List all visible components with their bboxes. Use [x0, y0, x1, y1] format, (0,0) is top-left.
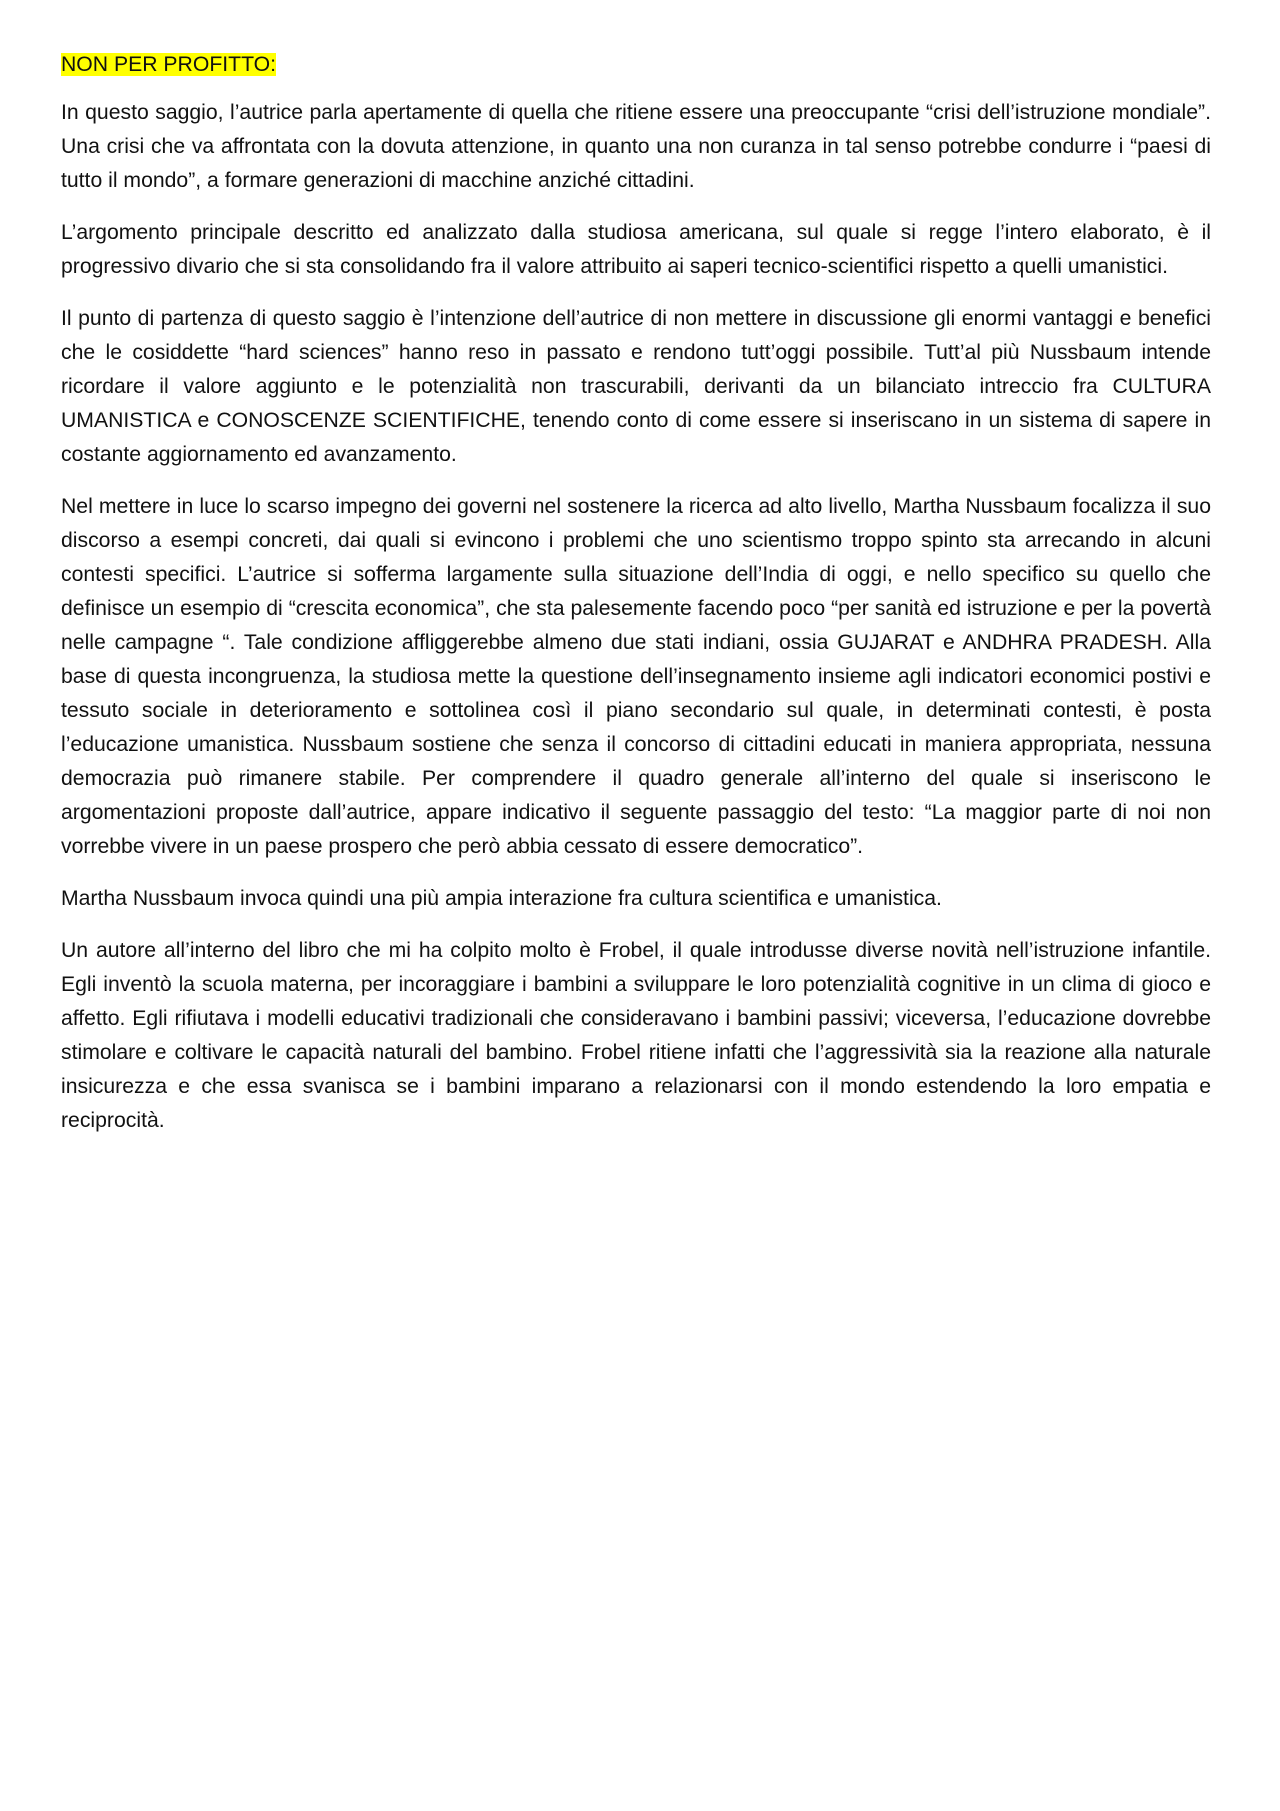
paragraph-4: Nel mettere in luce lo scarso impegno dei governi nel sostenere la ricerca ad alto livello, Martha Nussbaum focalizza il suo discorso a esempi concreti, dai quali si evincono i problemi che uno scientismo troppo spinto sta arrecando in alcuni contesti specifici. L’autrice si sofferma largamente sulla situazione dell’India di oggi, e nello specifico su quello che definisce un esempio di “crescita economica”, che sta palesemente facendo poco “per sanità ed istruzione e per la povertà nelle campagne “. Tale condizione affliggerebbe almeno due stati indiani, ossia GUJARAT e ANDHRA PRADESH. Alla base di questa incongruenza, la studiosa mette la questione dell’insegnamento insieme agli indicatori economici postivi e tessuto sociale in deterioramento e sottolinea così il piano secondario sul quale, in determinati contesti, è posta l’educazione umanistica. Nussbaum sostiene che senza il concorso di cittadini educati in maniera appropriata, nessuna democrazia può rimanere stabile. Per comprendere il quadro generale all’interno del quale si inseriscono le argomentazioni proposte dall’autrice, appare indicativo il seguente passaggio del testo: “La maggior parte di noi non vorrebbe vivere in un paese prospero che però abbia cessato di essere democratico”.: [61, 495, 1211, 858]
paragraph-2: L’argomento principale descritto ed analizzato dalla studiosa americana, sul quale si regge l’intero elaborato, è il progressivo divario che si sta consolidando fra il valore attribuito ai saperi tecnico-scientifici rispetto a quelli umanistici.: [61, 221, 1211, 278]
paragraph-5: Martha Nussbaum invoca quindi una più ampia interazione fra cultura scientifica e umanistica.: [61, 887, 942, 910]
paragraph-6: Un autore all’interno del libro che mi ha colpito molto è Frobel, il quale introdusse diverse novità nell’istruzione infantile. Egli inventò la scuola materna, per incoraggiare i bambini a sviluppare le loro potenzialità cognitive in un clima di gioco e affetto. Egli rifiutava i modelli educativi tradizionali che consideravano i bambini passivi; viceversa, l’educazione dovrebbe stimolare e coltivare le capacità naturali del bambino. Frobel ritiene infatti che l’aggressività sia la reazione alla naturale insicurezza e che essa svanisca se i bambini imparano a relazionarsi con il mondo estendendo la loro empatia e reciprocità.: [61, 939, 1211, 1132]
document-body: [61, 48, 1211, 1156]
paragraph-3: Il punto di partenza di questo saggio è l’intenzione dell’autrice di non mettere in discussione gli enormi vantaggi e benefici che le cosiddette “hard sciences” hanno reso in passato e rendono tutt’oggi possibile. Tutt’al più Nussbaum intende ricordare il valore aggiunto e le potenzialità non trascurabili, derivanti da un bilanciato intreccio fra CULTURA UMANISTICA e CONOSCENZE SCIENTIFICHE, tenendo conto di come essere si inseriscano in un sistema di sapere in costante aggiornamento ed avanzamento.: [61, 307, 1211, 466]
document-title: NON PER PROFITTO:: [61, 53, 277, 76]
document-title-line: [61, 48, 1211, 82]
paragraph-1: In questo saggio, l’autrice parla apertamente di quella che ritiene essere una preoccupante “crisi dell’istruzione mondiale”. Una crisi che va affrontata con la dovuta attenzione, in quanto una non curanza in tal senso potrebbe condurre i “paesi di tutto il mondo”, a formare generazioni di macchine anziché cittadini.: [61, 101, 1211, 192]
